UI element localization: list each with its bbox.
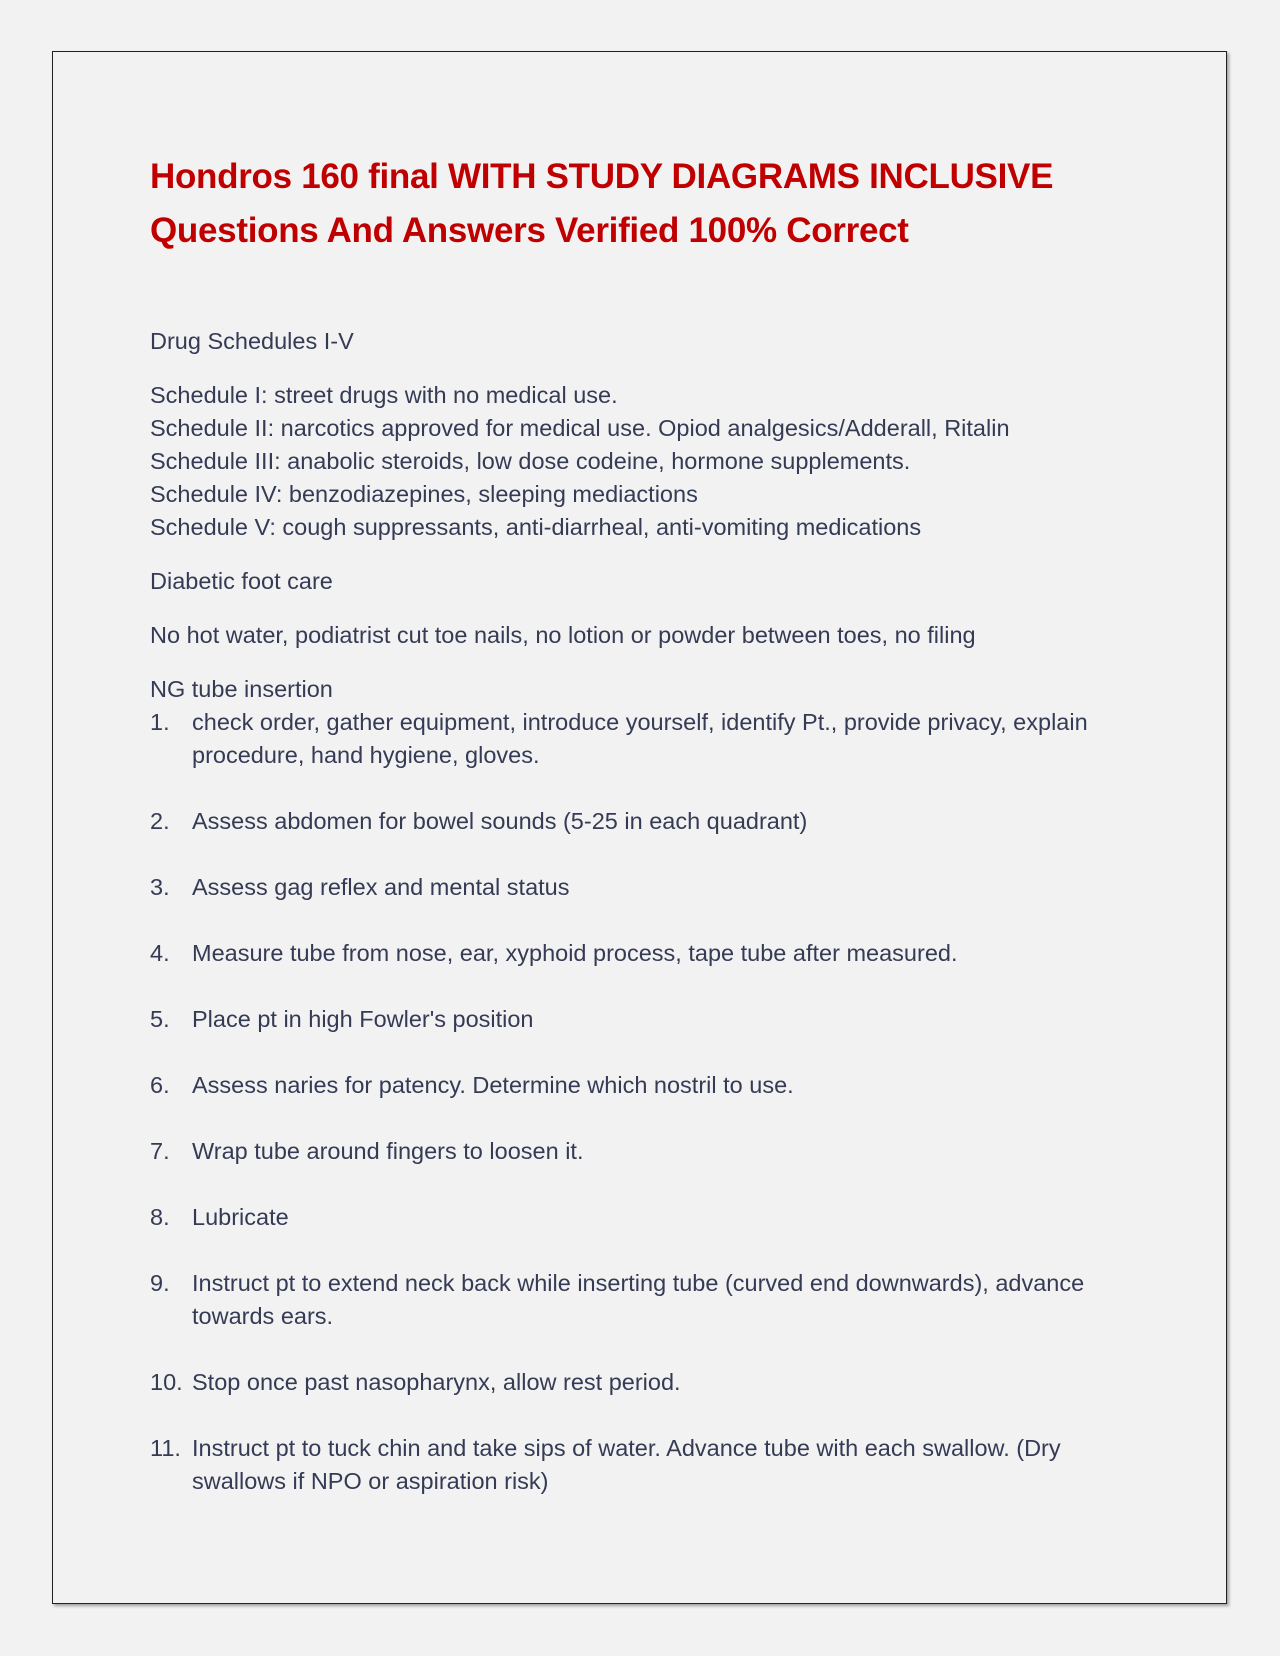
step-text: Assess naries for patency. Determine which nostril to use. bbox=[192, 1072, 794, 1098]
schedule-item: Schedule II: narcotics approved for medical use. Opiod analgesics/Adderall, Ritalin bbox=[150, 415, 1010, 441]
step-text: Place pt in high Fowler's position bbox=[192, 1006, 534, 1032]
step-number: 10. bbox=[150, 1369, 183, 1395]
step-number: 8. bbox=[150, 1204, 170, 1230]
list-item bbox=[150, 1069, 1150, 1102]
foot-care-text: No hot water, podiatrist cut toe nails, no lotion or powder between toes, no filing bbox=[150, 622, 976, 648]
list-item bbox=[150, 1267, 1150, 1333]
schedule-item: Schedule V: cough suppressants, anti-diarrheal, anti-vomiting medications bbox=[150, 514, 922, 540]
step-number: 6. bbox=[150, 1072, 170, 1098]
step-number: 1. bbox=[150, 709, 170, 735]
drug-schedules-heading: Drug Schedules I-V bbox=[150, 328, 354, 354]
schedule-item: Schedule IV: benzodiazepines, sleeping mediactions bbox=[150, 481, 698, 507]
foot-care-heading: Diabetic foot care bbox=[150, 568, 333, 594]
document-content bbox=[150, 150, 1150, 1531]
list-item bbox=[150, 937, 1150, 970]
list-item bbox=[150, 1003, 1150, 1036]
list-item bbox=[150, 1135, 1150, 1168]
step-number: 5. bbox=[150, 1006, 170, 1032]
step-number: 4. bbox=[150, 940, 170, 966]
list-item bbox=[150, 1432, 1150, 1498]
step-text: Stop once past nasopharynx, allow rest period. bbox=[192, 1369, 681, 1395]
list-item bbox=[150, 805, 1150, 838]
list-item bbox=[150, 1201, 1150, 1234]
step-text: Assess abdomen for bowel sounds (5-25 in each quadrant) bbox=[192, 808, 808, 834]
step-number: 7. bbox=[150, 1138, 170, 1164]
step-text: check order, gather equipment, introduce yourself, identify Pt., provide privacy, explain procedure, hand hygiene, gloves. bbox=[192, 709, 1088, 768]
page-title: Hondros 160 final WITH STUDY DIAGRAMS INCLUSIVE Questions And Answers Verified 100% Correct bbox=[150, 157, 1054, 250]
step-text: Instruct pt to tuck chin and take sips of water. Advance tube with each swallow. (Dry swallows if NPO or aspiration risk) bbox=[192, 1435, 1061, 1494]
schedule-item: Schedule I: street drugs with no medical use. bbox=[150, 382, 618, 408]
step-text: Wrap tube around fingers to loosen it. bbox=[192, 1138, 584, 1164]
step-text: Measure tube from nose, ear, xyphoid process, tape tube after measured. bbox=[192, 940, 958, 966]
list-item bbox=[150, 871, 1150, 904]
step-number: 3. bbox=[150, 874, 170, 900]
step-text: Assess gag reflex and mental status bbox=[192, 874, 570, 900]
ng-steps-list bbox=[150, 706, 1150, 1498]
step-text: Lubricate bbox=[192, 1204, 289, 1230]
drug-schedules-list bbox=[150, 379, 1150, 544]
step-number: 2. bbox=[150, 808, 170, 834]
step-text: Instruct pt to extend neck back while inserting tube (curved end downwards), advance towards ears. bbox=[192, 1270, 1085, 1329]
step-number: 11. bbox=[150, 1435, 181, 1461]
step-number: 9. bbox=[150, 1270, 170, 1296]
ng-tube-heading: NG tube insertion bbox=[150, 676, 333, 702]
list-item bbox=[150, 706, 1150, 772]
list-item bbox=[150, 1366, 1150, 1399]
schedule-item: Schedule III: anabolic steroids, low dose codeine, hormone supplements. bbox=[150, 448, 911, 474]
